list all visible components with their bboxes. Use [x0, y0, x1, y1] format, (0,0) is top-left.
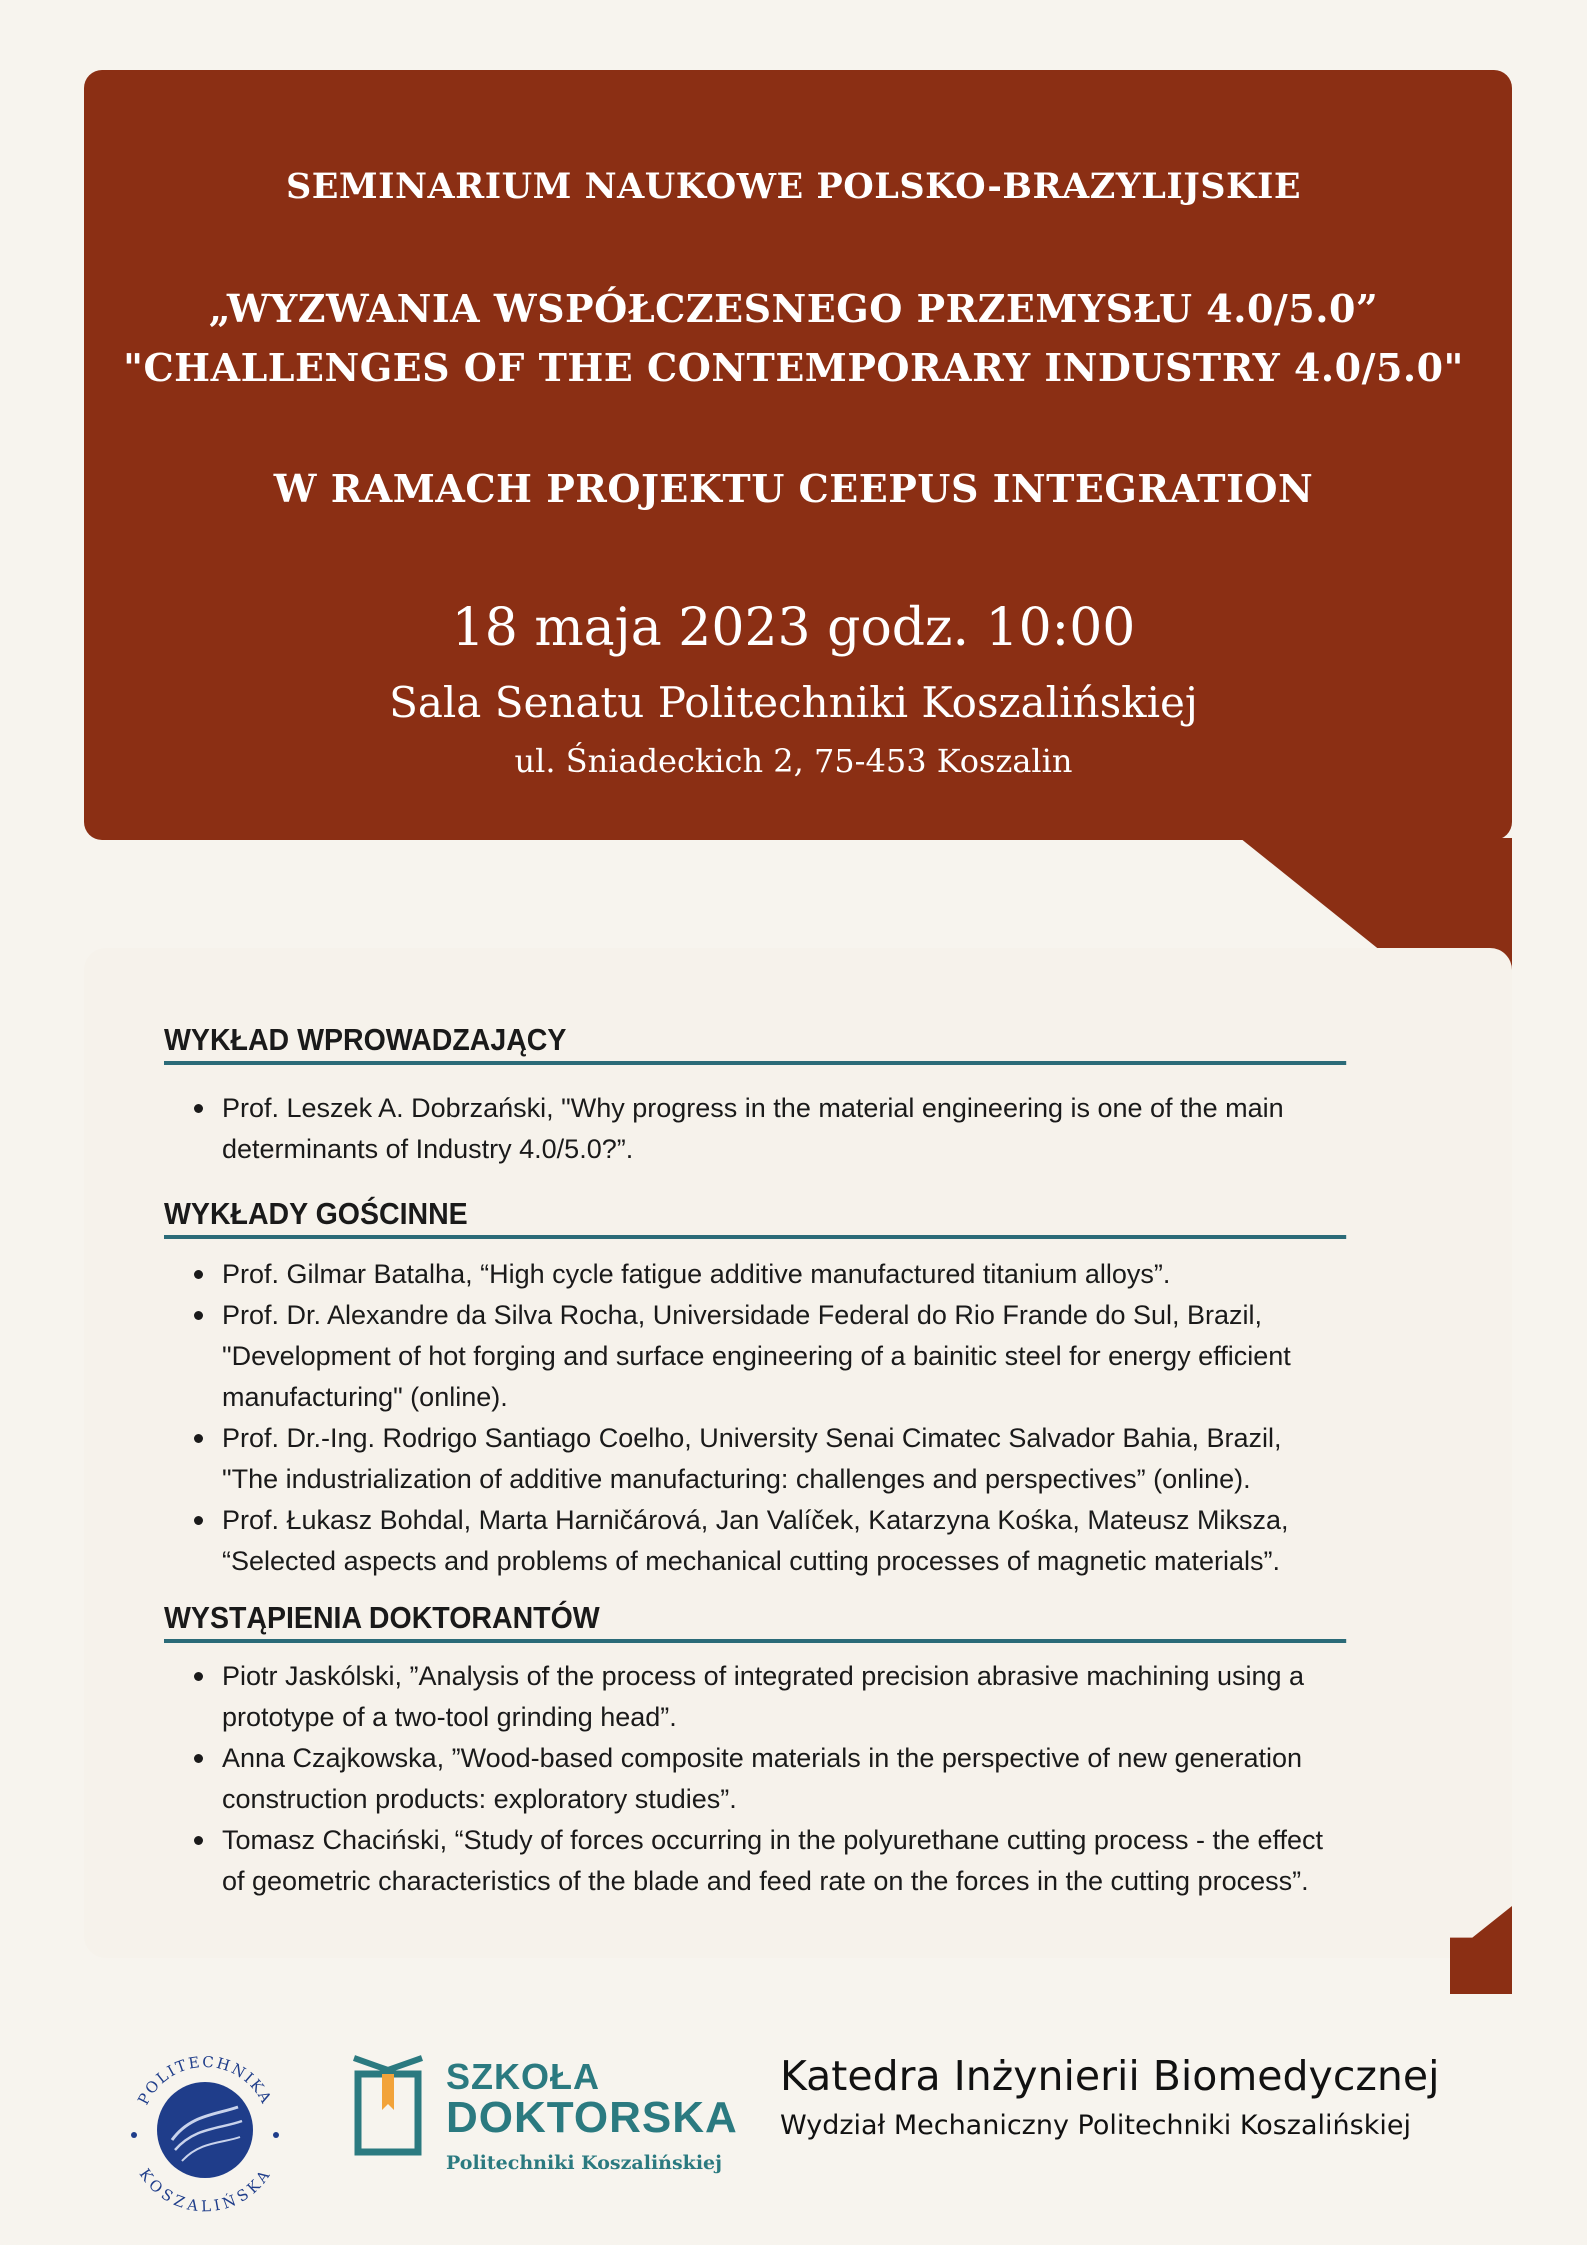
- list-item-line: "The industrialization of additive manufacturing: challenges and perspectives” (online).: [222, 1464, 1251, 1494]
- doctoral-talk-list: [190, 1656, 1490, 1902]
- intro-lecture-list: [190, 1088, 1490, 1170]
- list-item: [190, 1656, 1490, 1738]
- pk-logo-text-top: POLITECHNIKA: [134, 2052, 276, 2108]
- bullet-icon: [194, 1104, 203, 1113]
- bullet-icon: [194, 1270, 203, 1279]
- section-heading-guest: WYKŁADY GOŚCINNE: [164, 1196, 1346, 1239]
- bullet-icon: [194, 1311, 203, 1320]
- list-item: [190, 1820, 1490, 1902]
- list-item: [190, 1295, 1490, 1418]
- list-item-line: Prof. Łukasz Bohdal, Marta Harničárová, Jan Valíček, Katarzyna Kośka, Mateusz Miksza,: [222, 1505, 1289, 1535]
- list-item-line: Prof. Gilmar Batalha, “High cycle fatigue additive manufactured titanium alloys”.: [222, 1259, 1171, 1289]
- seminar-title-english: "CHALLENGES OF THE CONTEMPORARY INDUSTRY 4.0/5.0": [123, 345, 1464, 390]
- list-item-line: Prof. Dr.-Ing. Rodrigo Santiago Coelho, University Senai Cimatec Salvador Bahia, Brazil,: [222, 1423, 1282, 1453]
- event-date: 18 maja 2023 godz. 10:00: [451, 598, 1136, 658]
- politechnika-koszalinska-logo: [120, 2045, 290, 2215]
- list-item-line: Tomasz Chaciński, “Study of forces occurring in the polyurethane cutting process - the effect: [222, 1825, 1324, 1855]
- list-item-line: prototype of a two-tool grinding head”.: [222, 1702, 677, 1732]
- pk-logo-text-bottom: KOSZALIŃSKA: [135, 2165, 275, 2215]
- list-item: [190, 1254, 1490, 1295]
- list-item-line: Prof. Leszek A. Dobrzański, "Why progress in the material engineering is one of the main: [222, 1093, 1284, 1123]
- list-item-line: manufacturing" (online).: [222, 1382, 508, 1412]
- list-item-line: Piotr Jaskólski, ”Analysis of the process of integrated precision abrasive machining using a: [222, 1661, 1305, 1691]
- section-heading-intro: WYKŁAD WPROWADZAJĄCY: [164, 1022, 1346, 1065]
- section-heading-doctoral: WYSTĄPIENIA DOKTORANTÓW: [164, 1600, 1346, 1643]
- bullet-icon: [194, 1672, 203, 1681]
- bullet-icon: [194, 1434, 203, 1443]
- event-address: ul. Śniadeckich 2, 75-453 Koszalin: [514, 742, 1073, 780]
- school-title-line2: DOKTORSKA: [446, 2093, 738, 2142]
- department-name: Katedra Inżynierii Biomedycznej: [780, 2052, 1440, 2100]
- szkola-doktorska-logo: [348, 2048, 738, 2208]
- list-item: [190, 1088, 1490, 1170]
- book-icon: [348, 2048, 428, 2158]
- list-item-line: Anna Czajkowska, ”Wood-based composite materials in the perspective of new generation: [222, 1743, 1303, 1773]
- guest-lecture-list: [190, 1254, 1490, 1582]
- bullet-icon: [194, 1836, 203, 1845]
- seminar-title-polish: „WYZWANIA WSPÓŁCZESNEGO PRZEMYSŁU 4.0/5.0”: [208, 286, 1379, 331]
- school-title-line1: SZKOŁA: [446, 2056, 600, 2097]
- list-item-line: of geometric characteristics of the blade and feed rate on the forces in the cutting process”.: [222, 1866, 1309, 1896]
- list-item-line: Prof. Dr. Alexandre da Silva Rocha, Universidade Federal do Rio Frande do Sul, Brazil,: [222, 1300, 1263, 1330]
- list-item-line: construction products: exploratory studies”.: [222, 1784, 737, 1814]
- bullet-icon: [194, 1516, 203, 1525]
- seminar-title: SEMINARIUM NAUKOWE POLSKO-BRAZYLIJSKIE: [285, 166, 1302, 207]
- project-name: W RAMACH PROJEKTU CEEPUS INTEGRATION: [273, 466, 1314, 511]
- list-item-line: “Selected aspects and problems of mechanical cutting processes of magnetic materials”.: [222, 1546, 1281, 1576]
- list-item: [190, 1418, 1490, 1500]
- list-item-line: "Development of hot forging and surface engineering of a bainitic steel for energy efficient: [222, 1341, 1291, 1371]
- bullet-icon: [194, 1754, 203, 1763]
- event-venue: Sala Senatu Politechniki Koszalińskiej: [389, 678, 1198, 727]
- list-item: [190, 1738, 1490, 1820]
- faculty-name: Wydział Mechaniczny Politechniki Koszalińskiej: [780, 2110, 1411, 2141]
- school-title-line3: Politechniki Koszalińskiej: [446, 2152, 723, 2174]
- list-item: [190, 1500, 1490, 1582]
- list-item-line: determinants of Industry 4.0/5.0?”.: [222, 1134, 634, 1164]
